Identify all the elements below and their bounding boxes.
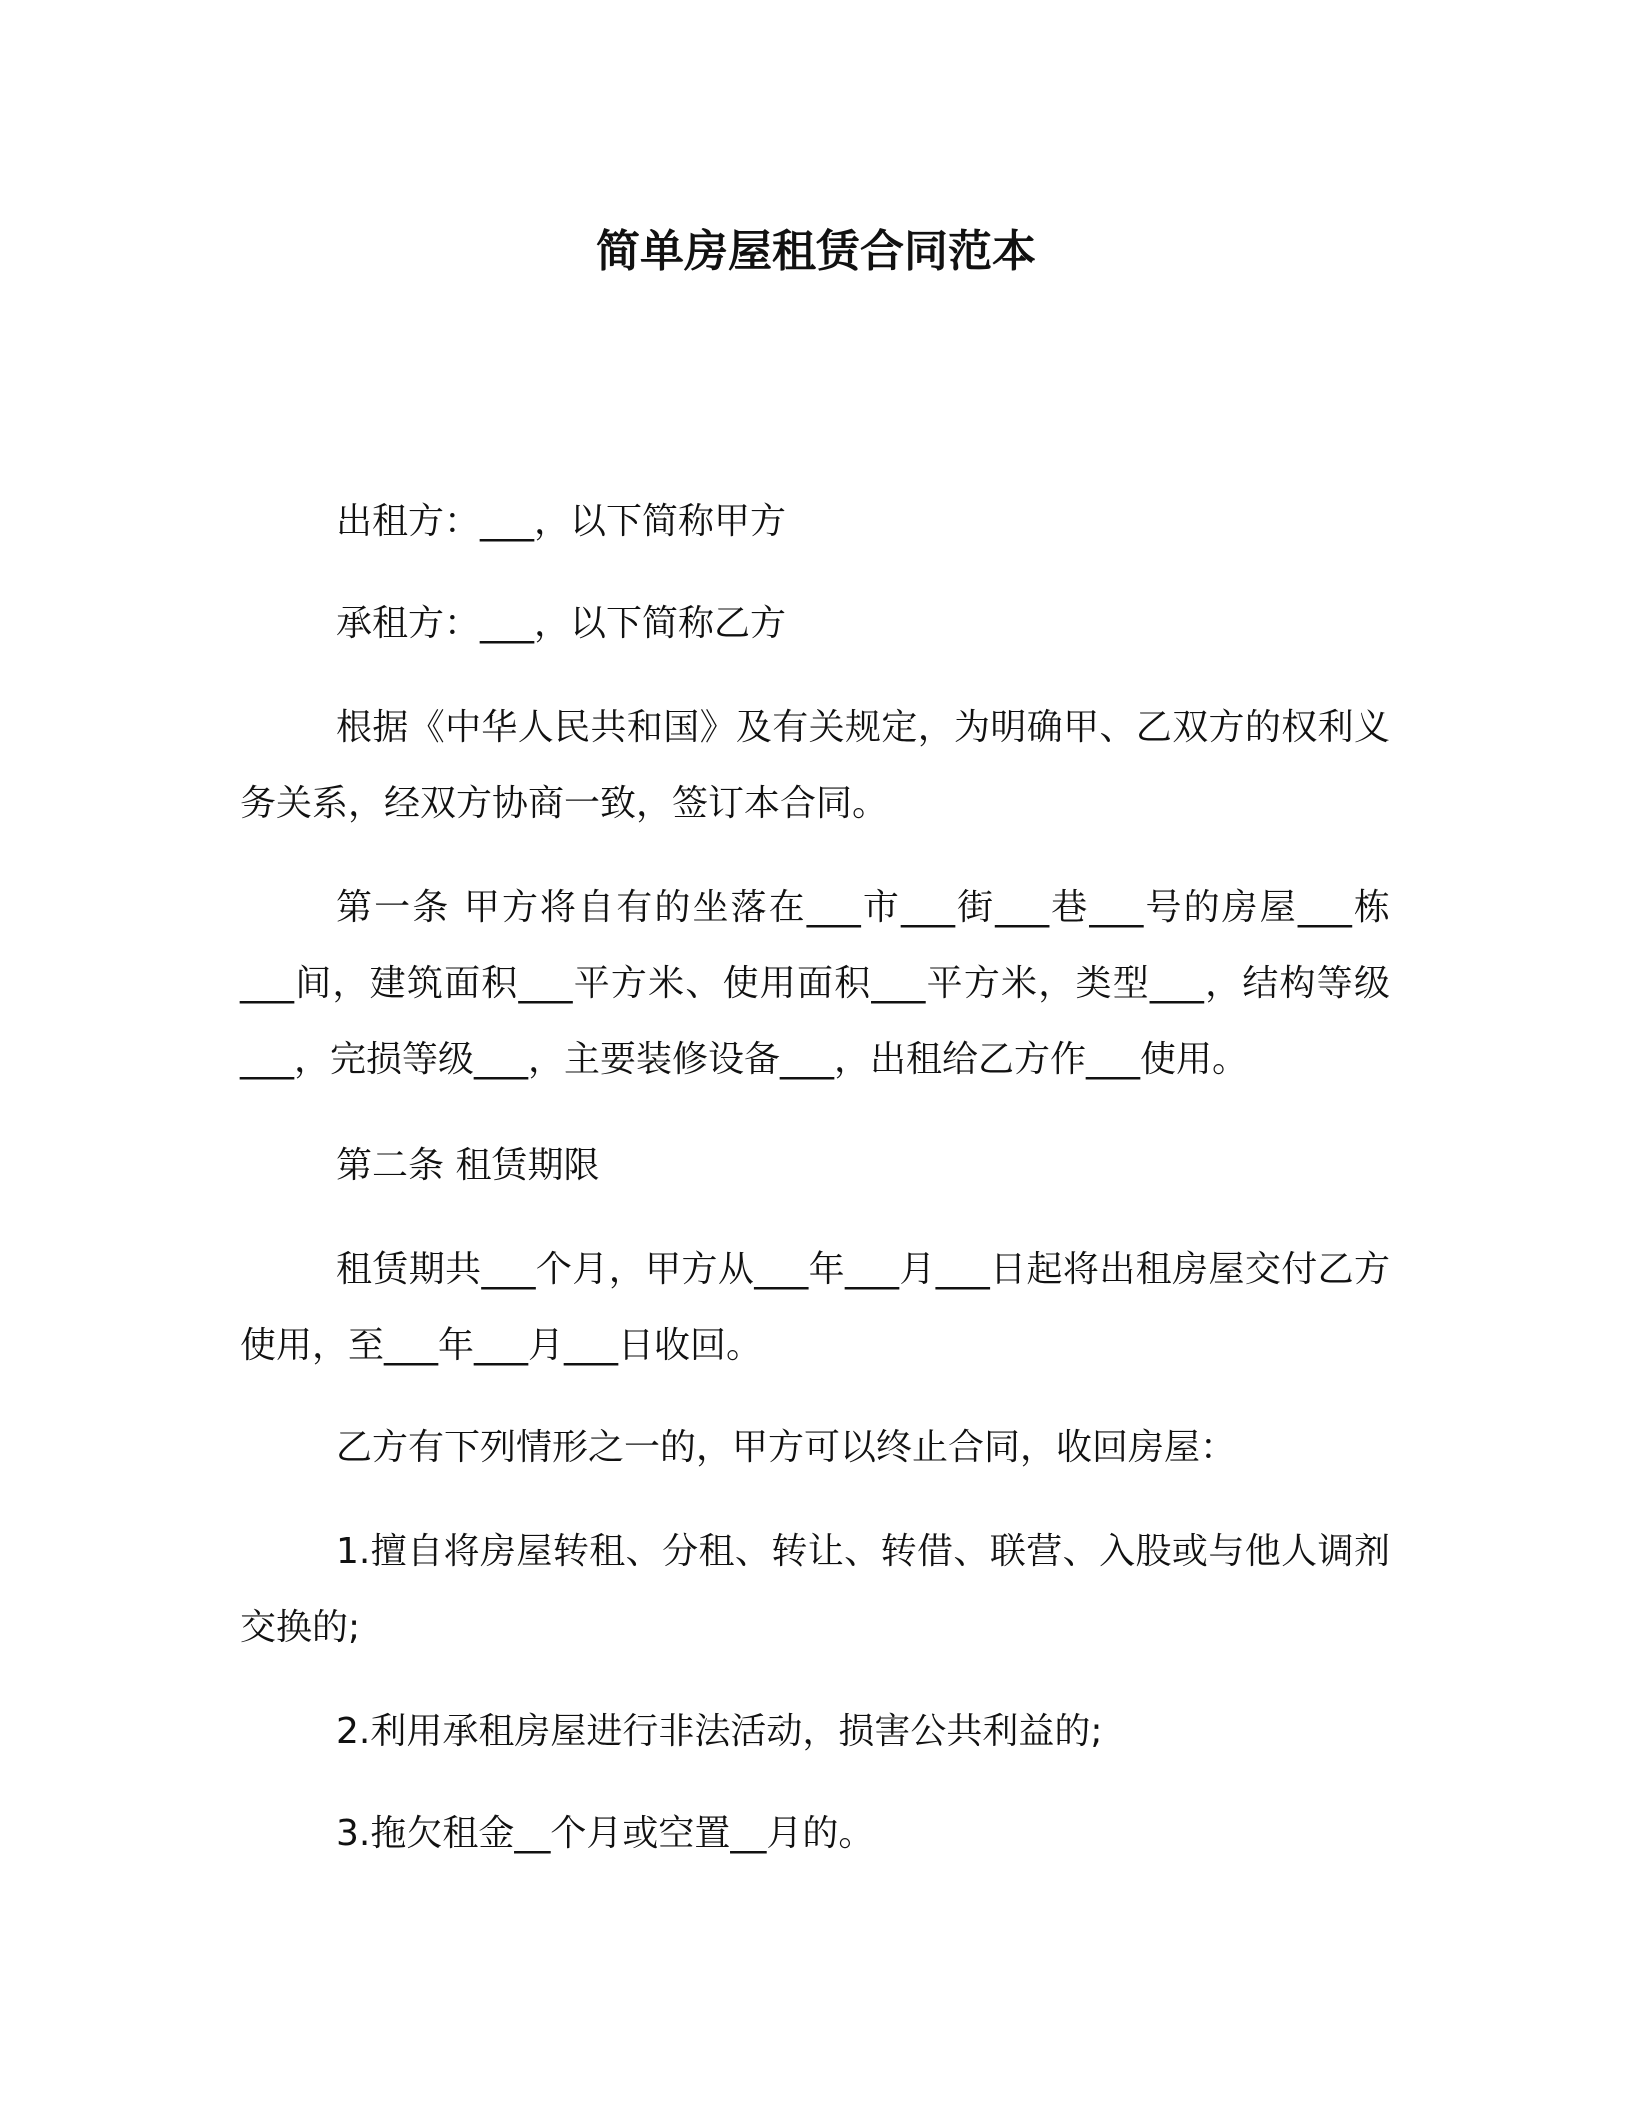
preamble-paragraph: 根据《中华人民共和国》及有关规定，为明确甲、乙双方的权利义务关系，经双方协商一致，签订本合同。 xyxy=(240,707,1390,824)
document-title: 简单房屋租赁合同范本 xyxy=(596,226,1036,277)
article-1-paragraph: 第一条 甲方将自有的坐落在___市___街___巷___号的房屋___栋___间，建筑面积___平方米、使用面积___平方米，类型___，结构等级___，完损等级___，主要装修设备___，出租给乙方作___使用。 xyxy=(240,887,1390,1080)
lease-term-paragraph: 租赁期共___个月，甲方从___年___月___日起将出租房屋交付乙方使用，至___年___月___日收回。 xyxy=(240,1249,1390,1366)
termination-item-3: 3.拖欠租金__个月或空置__月的。 xyxy=(336,1813,875,1854)
lessee-line: 承租方：___，以下简称乙方 xyxy=(336,603,787,644)
lessor-line: 出租方：___，以下简称甲方 xyxy=(336,501,787,542)
termination-intro: 乙方有下列情形之一的，甲方可以终止合同，收回房屋： xyxy=(336,1427,1237,1468)
termination-item-2: 2.利用承租房屋进行非法活动，损害公共利益的; xyxy=(336,1711,1103,1752)
termination-item-1: 1.擅自将房屋转租、分租、转让、转借、联营、入股或与他人调剂交换的; xyxy=(240,1531,1390,1648)
article-2-heading: 第二条 租赁期限 xyxy=(336,1145,600,1186)
